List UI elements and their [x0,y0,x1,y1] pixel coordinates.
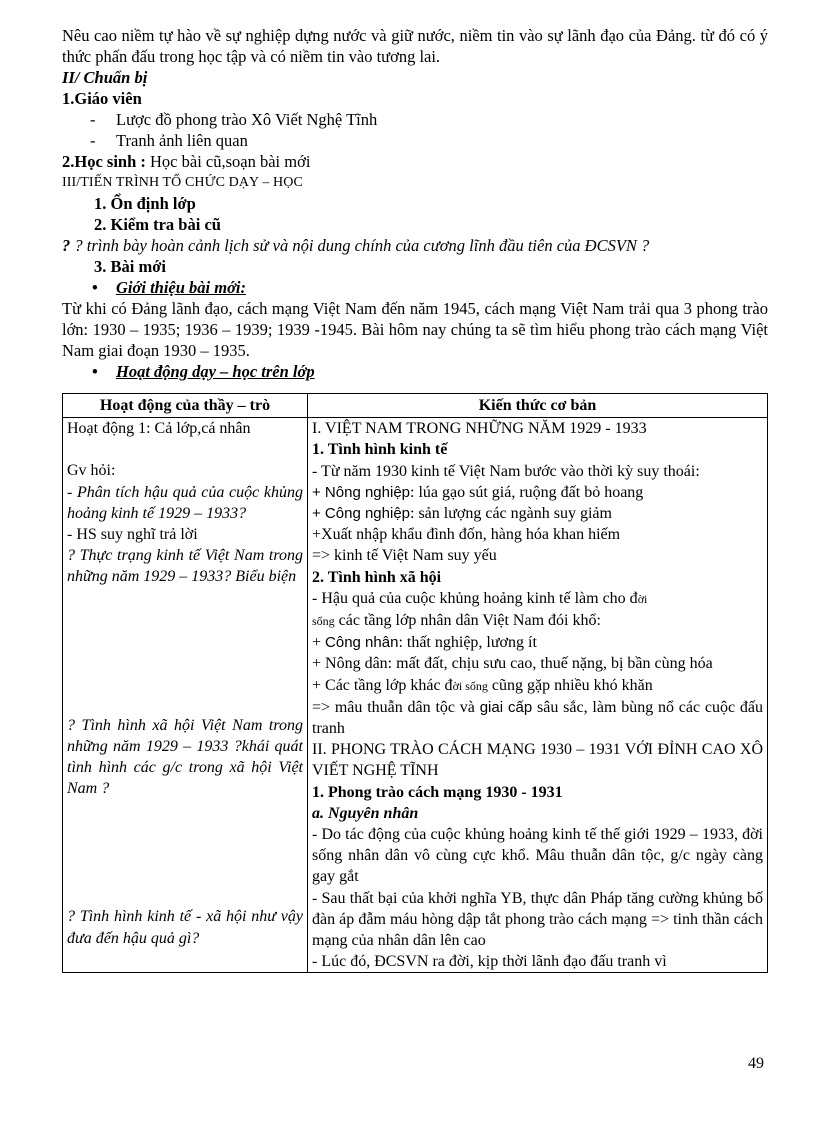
economy-heading: 1. Tình hình kinh tế [312,441,448,459]
intro-text: Từ khi có Đảng lãnh đạo, cách mạng Việt Nam đến năm 1945, cách mạng Việt Nam trải qua 3 phong trào lớn: 1930 – 1935; 1936 – 1939; 1939 -1945. Bài hôm nay chúng ta sẽ tìm hiểu phong trào cách mạng Việt Nam giai đoạn 1930 – 1935. [62,299,768,360]
review-question: ? ? trình bày hoàn cảnh lịch sử và nội dung chính của cương lĩnh đầu tiên của ĐCSVN ? [62,236,650,255]
bullet-icon: • [92,278,98,297]
step-1: 1. Ổn định lớp [94,194,196,213]
society-intro: - Hậu quả của cuộc khủng hoảng kinh tế làm cho đời sống các tầng lớp nhân dân Việt Nam đói khổ: [312,589,648,630]
student-text: Học bài cũ,soạn bài mới [145,152,311,171]
intro-paragraph: Nêu cao niềm tự hào về sự nghiệp dựng nước và giữ nước, niềm tin vào sự lãnh đạo của Đảng. từ đó có ý thức phấn đấu trong học tập và có niềm tin vào tương lai. [62,26,768,66]
student-thinks: - HS suy nghĩ trả lời [67,526,198,544]
header-basic-knowledge: Kiến thức cơ bản [308,394,768,418]
teacher-item-1: - Lược đồ phong trào Xô Viết Nghệ Tĩnh [90,110,378,129]
teacher-heading: 1.Giáo viên [62,89,142,108]
cause-1: - Do tác động của cuộc khủng hoảng kinh tế thế giới 1929 – 1933, đời sống nhân dân vô cùng cực khổ. Mâu thuẫn dân tộc, g/c ngày càng gay gắt [312,826,763,886]
teacher-item-1-text: Lược đồ phong trào Xô Viết Nghệ Tĩnh [116,110,378,129]
intro-heading: Giới thiệu bài mới: [116,278,247,297]
activity-heading: Hoạt động dạy – học trên lớp [116,362,315,381]
other-classes-line: + Các tầng lớp khác đời sống cũng gặp nhiều khó khăn [312,676,653,694]
cause-heading: a. Nguyên nhân [312,804,419,822]
teacher-asks: Gv hỏi: [67,462,116,480]
lesson-table [62,393,768,973]
movement-heading: 1. Phong trào cách mạng 1930 - 1931 [312,783,563,801]
section-2-title: II. PHONG TRÀO CÁCH MẠNG 1930 – 1931 VỚI ĐỈNH CAO XÔ VIẾT NGHỆ TĨNH [312,741,763,780]
section-heading-process: III/TIẾN TRÌNH TỔ CHỨC DẠY – HỌC [62,175,303,190]
knowledge-cell [308,418,768,973]
question-economy: ? Thực trạng kinh tế Việt Nam trong những năm 1929 – 1933? Biểu biện [67,547,303,586]
student-line [62,151,768,172]
intro-heading-item [62,277,768,298]
table-row [63,418,768,973]
economy-conclusion: => kinh tế Việt Nam suy yếu [312,547,497,565]
teacher-item-2-text: Tranh ảnh liên quan [116,131,248,150]
step-2: 2. Kiểm tra bài cũ [94,215,221,234]
section-heading-preparation [62,67,768,88]
question-society: ? Tình hình xã hội Việt Nam trong những năm 1929 – 1933 ?khái quát tình hình các g/c trong xã hội Việt Nam ? [67,716,303,798]
page-number: 49 [748,1055,764,1072]
header-teacher-student: Hoạt động của thầy – trò [63,394,308,418]
teacher-item-2: - Tranh ảnh liên quan [90,131,248,150]
agriculture-line: + Nông nghiệp: lúa gạo sút giá, ruộng đất bỏ hoang [312,483,644,501]
student-label: 2.Học sinh : [62,152,146,171]
cause-3: - Lúc đó, ĐCSVN ra đời, kịp thời lãnh đạo đấu tranh vì [312,953,667,971]
economy-intro: - Từ năm 1930 kinh tế Việt Nam bước vào thời kỳ suy thoái: [312,462,700,480]
activities-cell [63,418,308,973]
activity-1: Hoạt động 1: Cả lớp,cá nhân [67,420,251,438]
question-crisis-consequence: - Phân tích hậu quả của cuộc khủng hoảng kinh tế 1929 – 1933? [67,483,303,522]
workers-line: + Công nhân: thất nghiệp, lương ít [312,634,537,652]
industry-line: + Công nghiệp: sản lượng các ngành suy giảm [312,505,612,523]
review-question-text: ? trình bày hoàn cảnh lịch sử và nội dung chính của cương lĩnh đầu tiên của ĐCSVN ? [74,236,650,255]
question-consequence: ? Tình hình kinh tế - xã hội như vậy đưa đến hậu quả gì? [67,908,303,947]
section-heading-text: II/ Chuẩn bị [62,68,148,87]
society-heading: 2. Tình hình xã hội [312,568,442,586]
document-body [62,25,768,382]
section-1-title: I. VIỆT NAM TRONG NHỮNG NĂM 1929 - 1933 [312,420,647,438]
trade-line: +Xuất nhập khẩu đình đốn, hàng hóa khan hiếm [312,526,621,544]
bullet-icon: • [92,362,98,381]
society-conclusion: => mâu thuẫn dân tộc và giai cấp sâu sắc, làm bùng nổ các cuộc đấu tranh [312,698,764,738]
table-header-row [63,394,768,418]
step-3: 3. Bài mới [94,257,166,276]
farmers-line: + Nông dân: mất đất, chịu sưu cao, thuế nặng, bị bần cùng hóa [312,655,713,673]
activity-heading-item [62,361,768,382]
cause-2: - Sau thất bại của khởi nghĩa YB, thực dân Pháp tăng cường khủng bố đàn áp đẫm máu hòng dập tắt phong trào cách mạng => tinh thần cách mạng của nhân dân lên cao [312,889,763,950]
